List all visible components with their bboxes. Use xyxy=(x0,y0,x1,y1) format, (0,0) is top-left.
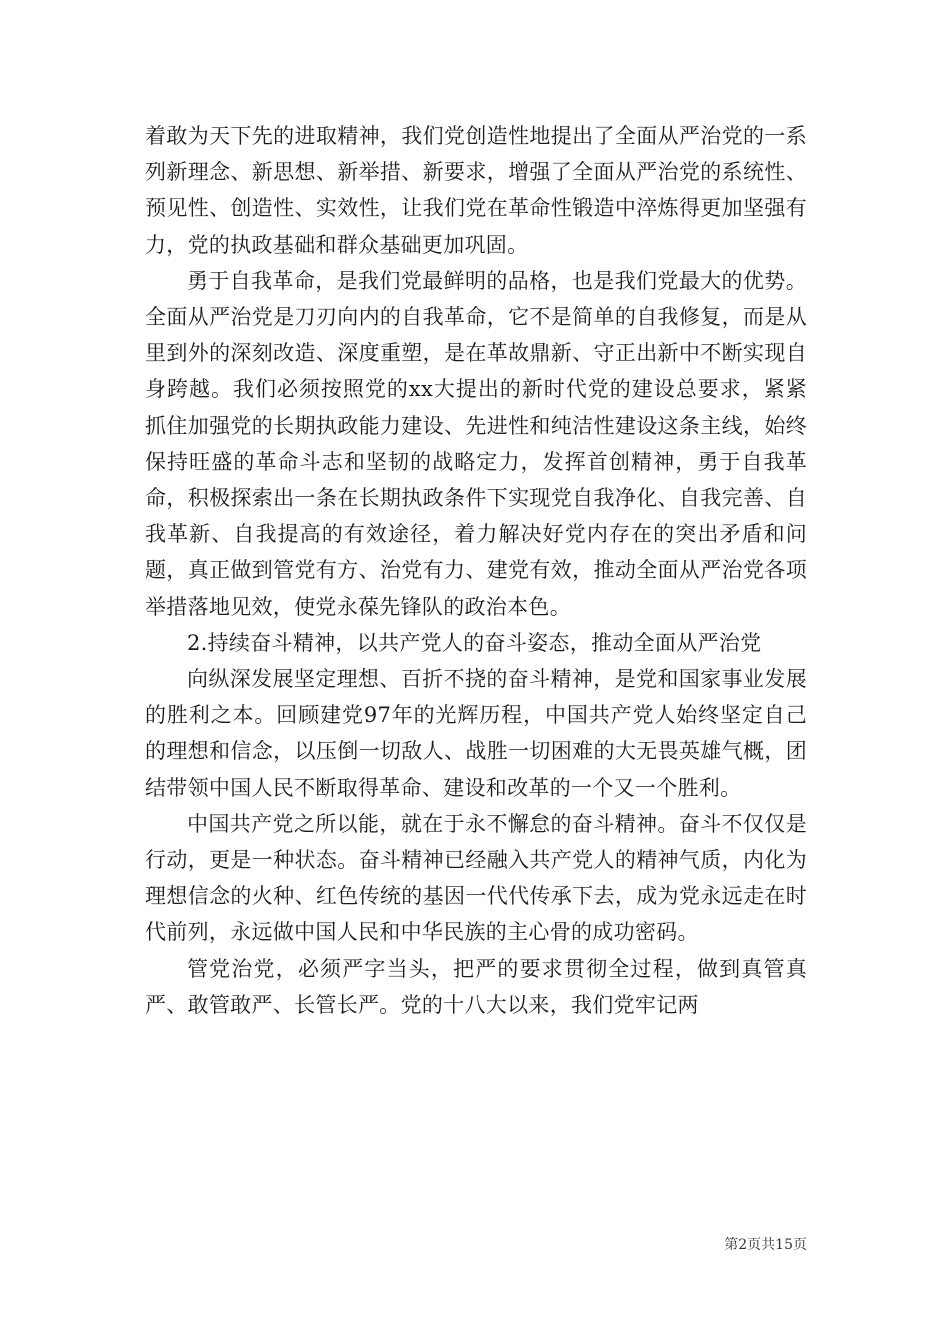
paragraph-continuation: 着敢为天下先的进取精神，我们党创造性地提出了全面从严治党的一系列新理念、新思想、新举措、新要求，增强了全面从严治党的系统性、预见性、创造性、实效性，让我们党在革命性锻造中淬炼得更加坚强有力，党的执政基础和群众基础更加巩固。 xyxy=(145,124,807,257)
paragraph-strict-governance: 管党治党，必须严字当头，把严的要求贯彻全过程，做到真管真严、敢管敢严、长管长严。党的十八大以来，我们党牢记两 xyxy=(145,956,807,1017)
paragraph-struggle-spirit: 向纵深发展坚定理想、百折不挠的奋斗精神，是党和国家事业发展的胜利之本。回顾建党97年的光辉历程，中国共产党人始终坚定自己的理想和信念，以压倒一切敌人、战胜一切困难的大无畏英雄气概，团结带领中国人民不断取得革命、建设和改革的一个又一个胜利。 xyxy=(145,667,807,800)
paragraph-self-revolution: 勇于自我革命，是我们党最鲜明的品格，也是我们党最大的优势。全面从严治党是刀刃向内的自我革命，它不是简单的自我修复，而是从里到外的深刻改造、深度重塑，是在革故鼎新、守正出新中不断实现自身跨越。我们必须按照党的xx大提出的新时代党的建设总要求，紧紧抓住加强党的长期执政能力建设、先进性和纯洁性建设这条主线，始终保持旺盛的革命斗志和坚韧的战略定力，发挥首创精神，勇于自我革命，积极探索出一条在长期执政条件下实现党自我净化、自我完善、自我革新、自我提高的有效途径，着力解决好党内存在的突出矛盾和问题，真正做到管党有方、治党有力、建党有效，推动全面从严治党各项举措落地见效，使党永葆先锋队的政治本色。 xyxy=(145,268,807,619)
paragraph-never-slacken: 中国共产党之所以能，就在于永不懈怠的奋斗精神。奋斗不仅仅是行动，更是一种状态。奋斗精神已经融入共产党人的精神气质，内化为理想信念的火种、红色传统的基因一代代传承下去，成为党永远走在时代前列，永远做中国人民和中华民族的主心骨的成功密码。 xyxy=(145,811,807,945)
document-body xyxy=(145,118,807,1023)
section-heading: 2.持续奋斗精神，以共产党人的奋斗姿态，推动全面从严治党 xyxy=(187,630,762,655)
page-number-footer: 第2页共15页 xyxy=(724,1237,807,1253)
